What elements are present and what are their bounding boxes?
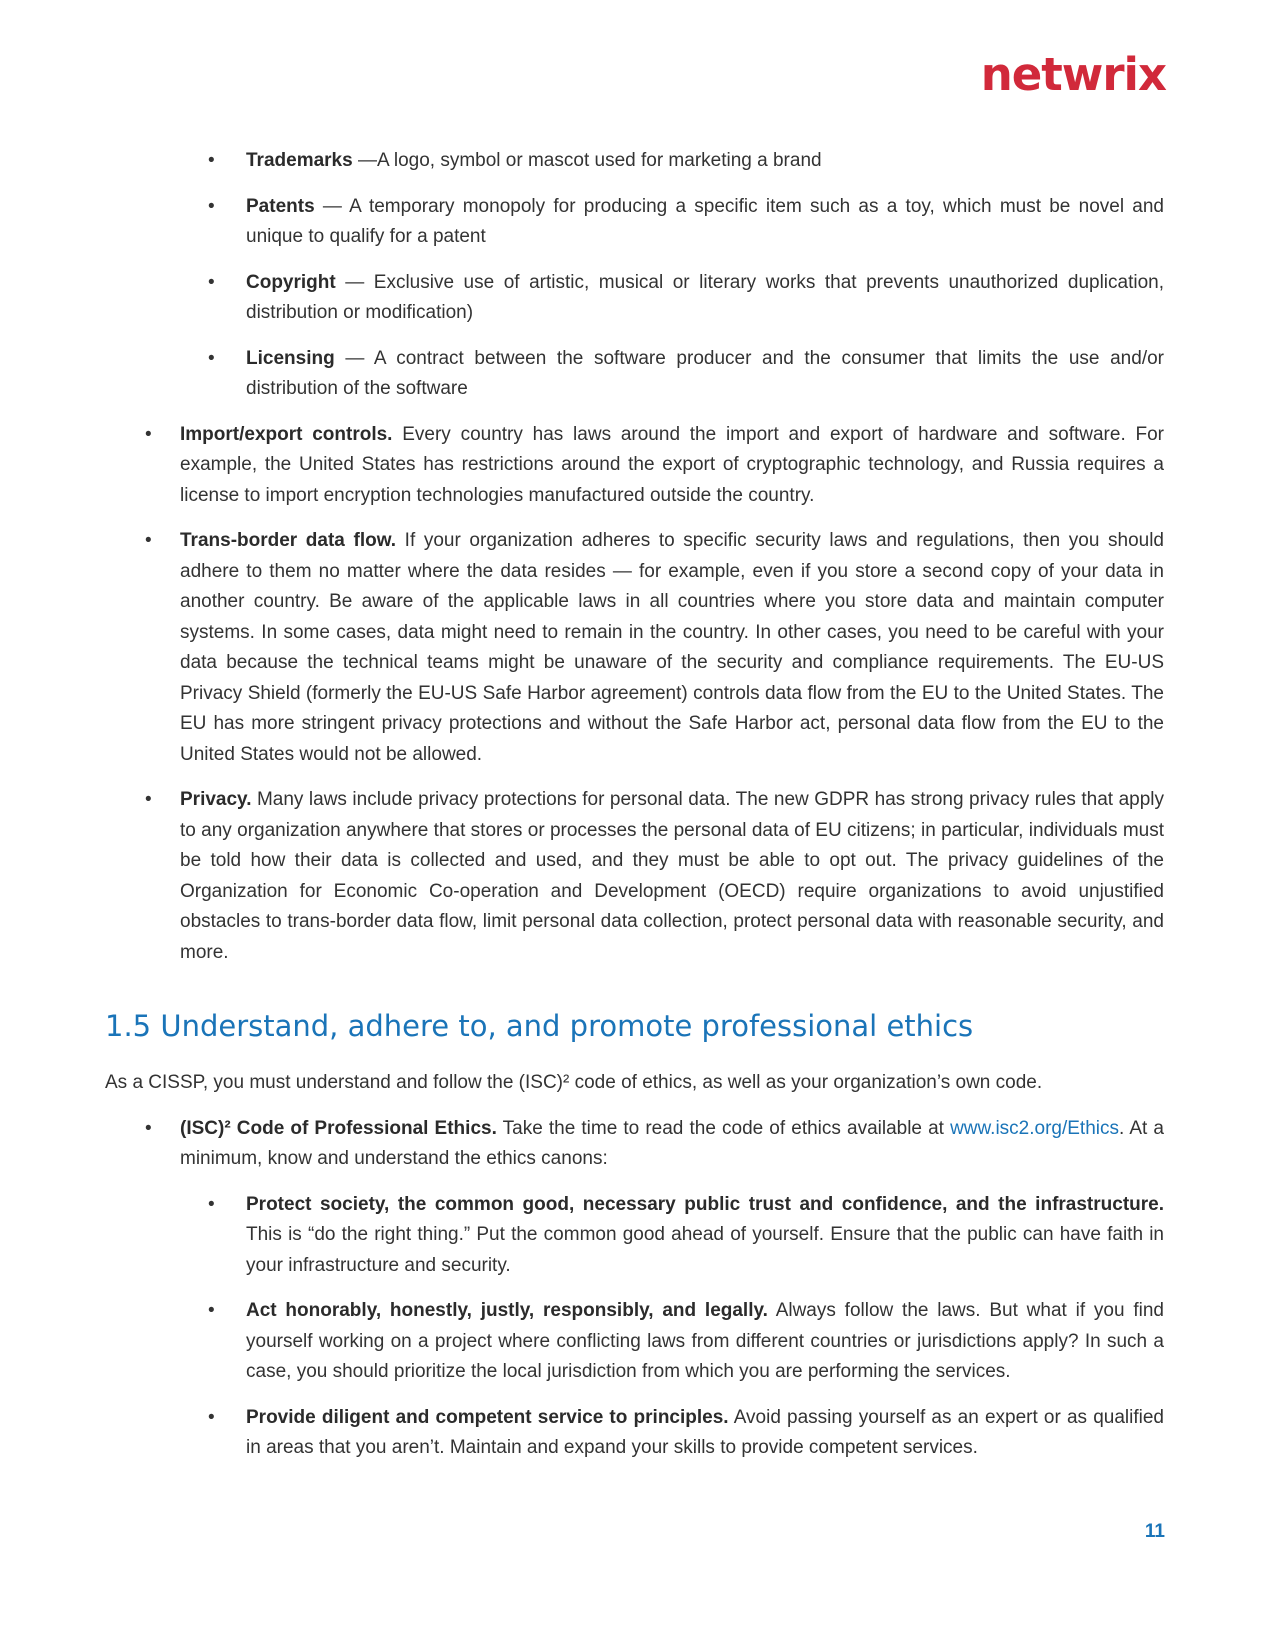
section-heading: 1.5 Understand, adhere to, and promote professional ethics [105,1009,974,1043]
term-patents: Patents [246,195,315,217]
term-trademarks: Trademarks [246,150,353,171]
isc2-ethics-link[interactable]: www.isc2.org/Ethics [950,1117,1120,1139]
term-trans-border: Trans-border data flow. [180,530,397,551]
list-item-isc2-code [180,1114,1164,1175]
term-isc2-code: (ISC)² Code of Professional Ethics. [180,1117,497,1139]
list-item-canon-protect [246,1190,1164,1282]
description-canon-provide: Avoid passing yourself as an expert or as qualified in areas that you aren’t. Maintain and expand your skills to provide competent services. [246,1406,1164,1458]
term-canon-provide: Provide diligent and competent service to principles. [246,1406,729,1428]
description-isc2-code-end: . At a minimum, know and understand the ethics canons: [180,1117,1164,1169]
description-canon-protect: This is “do the right thing.” Put the common good ahead of yourself. Ensure that the public can have faith in your infrastructure and security. [246,1224,1164,1276]
description-trademarks: —A logo, symbol or mascot used for marketing a brand [352,150,822,171]
description-canon-act: Always follow the laws. But what if you find yourself working on a project where conflicting laws from different countries or jurisdictions apply? In such a case, you should prioritize the local jurisdiction from which you are performing the services. [246,1300,1164,1382]
netwrix-logo: netwrix [980,48,1166,101]
list-item-trans-border [180,526,1164,770]
term-canon-protect: Protect society, the common good, necessary public trust and confidence, and the infrastructure. [246,1193,1164,1215]
document-body [0,146,1275,1479]
description-trans-border: If your organization adheres to specific security laws and regulations, then you should adhere to them no matter where the data resides — for example, even if you store a second copy of your data in another country. Be aware of the applicable laws in all countries where you store data and maintain computer systems. In some cases, data might need to remain in the country. In other cases, you need to be careful with your data because the technical teams might be unaware of the security and compliance requirements. The EU-US Privacy Shield (formerly the EU-US Safe Harbor agreement) controls data flow from the EU to the United States. The EU has more stringent privacy protections and without the Safe Harbor act, personal data flow from the EU to the United States would not be allowed. [180,530,1164,765]
list-item-import-export [180,420,1164,512]
description-privacy: Many laws include privacy protections for personal data. The new GDPR has strong privacy rules that apply to any organization anywhere that stores or processes the personal data of EU citizens; in particular, individuals must be told how their data is collected and used, and they must be able to opt out. The privacy guidelines of the Organization for Economic Co-operation and Development (OECD) require organizations to avoid unjustified obstacles to trans-border data flow, limit personal data collection, protect personal data with reasonable security, and more. [180,789,1164,963]
list-item-canon-act [246,1296,1164,1388]
term-licensing: Licensing [246,347,335,369]
description-copyright: — Exclusive use of artistic, musical or literary works that prevents unauthorized duplication, distribution or modification) [246,271,1164,323]
description-patents: — A temporary monopoly for producing a specific item such as a toy, which must be novel and unique to qualify for a patent [246,195,1164,247]
term-import-export: Import/export controls. [180,423,393,445]
list-item-patents [246,192,1164,253]
page-number: 11 [1144,1521,1165,1542]
list-item-copyright [246,268,1164,329]
list-item-privacy [180,785,1164,968]
term-copyright: Copyright [246,271,336,293]
description-import-export: Every country has laws around the import and export of hardware and software. For example, the United States has restrictions around the export of cryptographic technology, and Russia requires a license to import encryption technologies manufactured outside the country. [180,423,1164,506]
term-canon-act: Act honorably, honestly, justly, responsibly, and legally. [246,1300,768,1321]
section-intro: As a CISSP, you must understand and follow the (ISC)² code of ethics, as well as your organization’s own code. [105,1072,1043,1093]
description-isc2-code-start: Take the time to read the code of ethics available at [496,1117,951,1139]
list-item-licensing [246,344,1164,405]
list-item-canon-provide [246,1403,1164,1464]
term-privacy: Privacy. [180,789,252,810]
list-item-trademarks [246,146,1164,177]
description-licensing: — A contract between the software producer and the consumer that limits the use and/or distribution of the software [246,347,1164,399]
